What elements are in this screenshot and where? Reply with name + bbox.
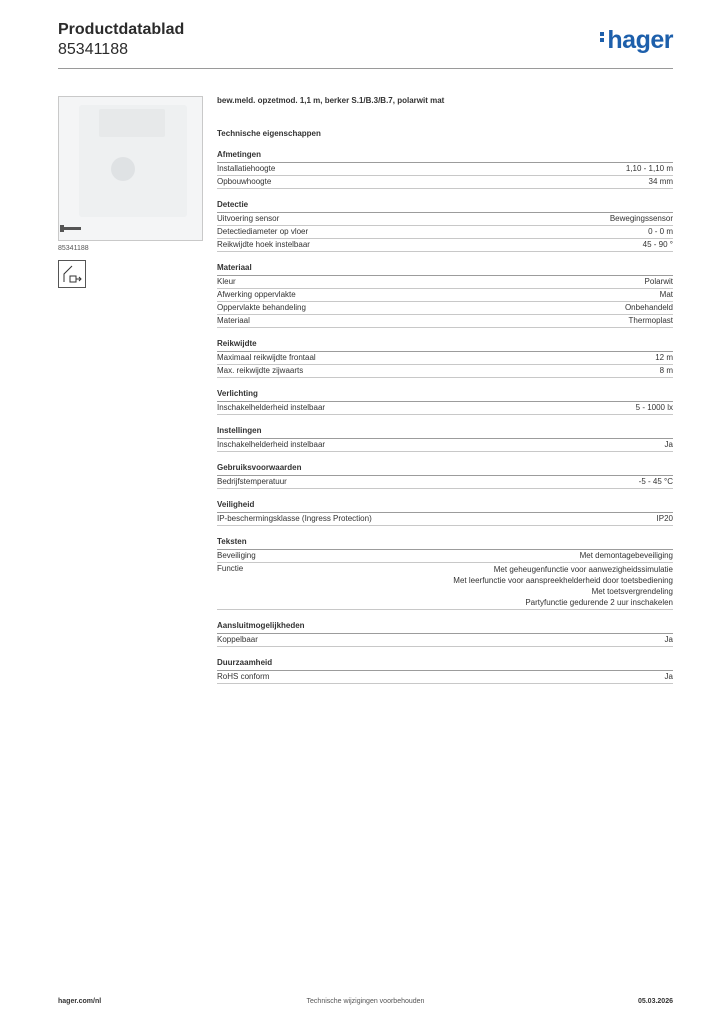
spec-value: 45 - 90 ° (642, 240, 673, 249)
spec-label: Materiaal (217, 316, 250, 325)
spec-label: Uitvoering sensor (217, 214, 280, 223)
spec-sections (217, 150, 673, 684)
spec-row (217, 550, 673, 563)
spec-row (217, 671, 673, 684)
spec-value: 12 m (655, 353, 673, 362)
spec-label: Beveiliging (217, 551, 256, 560)
spec-value: Mat (659, 290, 673, 299)
spec-label: IP-beschermingsklasse (Ingress Protection) (217, 514, 372, 523)
hager-logo (600, 26, 673, 55)
spec-section (217, 150, 673, 189)
spec-label: Oppervlakte behandeling (217, 303, 306, 312)
spec-label: Koppelbaar (217, 635, 258, 644)
product-number: 85341188 (58, 41, 128, 58)
spec-row (217, 352, 673, 365)
product-image (58, 96, 203, 241)
spec-row (217, 213, 673, 226)
product-image-column (58, 96, 203, 288)
spec-label: Max. reikwijdte zijwaarts (217, 366, 304, 375)
spec-section (217, 621, 673, 647)
spec-section (217, 200, 673, 252)
spec-row (217, 634, 673, 647)
section-title: Duurzaamheid (217, 658, 673, 671)
spec-row (217, 315, 673, 328)
spec-label: Afwerking oppervlakte (217, 290, 296, 299)
image-caption: 85341188 (58, 245, 89, 252)
section-title: Veiligheid (217, 500, 673, 513)
spec-label: Reikwijdte hoek instelbaar (217, 240, 310, 249)
spec-section (217, 500, 673, 526)
header-divider (58, 68, 673, 69)
technical-properties-heading: Technische eigenschappen (217, 129, 321, 138)
footer-date: 05.03.2026 (637, 998, 673, 1005)
spec-row (217, 439, 673, 452)
page-header (58, 20, 673, 70)
spec-row (217, 176, 673, 189)
spec-row (217, 402, 673, 415)
motion-detector-symbol-icon (58, 260, 86, 288)
product-description: bew.meld. opzetmod. 1,1 m, berker S.1/B.3/B.7, polarwit mat (217, 96, 445, 105)
spec-value: 34 mm (648, 177, 673, 186)
spec-section (217, 463, 673, 489)
spec-label: Functie (217, 564, 244, 573)
spec-row (217, 513, 673, 526)
spec-row (217, 226, 673, 239)
section-title: Afmetingen (217, 150, 673, 163)
section-title: Verlichting (217, 389, 673, 402)
section-title: Reikwijdte (217, 339, 673, 352)
section-title: Detectie (217, 200, 673, 213)
spec-row (217, 476, 673, 489)
logo-dots-icon (600, 30, 605, 44)
spec-label: Maximaal reikwijdte frontaal (217, 353, 316, 362)
product-lens (99, 109, 165, 137)
spec-row (217, 163, 673, 176)
spec-label: Detectiediameter op vloer (217, 227, 309, 236)
spec-row (217, 276, 673, 289)
spec-section (217, 389, 673, 415)
spec-value: 8 m (659, 366, 673, 375)
spec-value: Ja (664, 672, 673, 681)
spec-value: 1,10 - 1,10 m (625, 164, 673, 173)
spec-value: Thermoplast (628, 316, 673, 325)
spec-row (217, 239, 673, 252)
section-title: Aansluitmogelijkheden (217, 621, 673, 634)
spec-value: -5 - 45 °C (638, 477, 673, 486)
document-title: Productdatablad (58, 21, 185, 38)
spec-value: Met demontagebeveiliging (579, 551, 673, 560)
spec-row (217, 365, 673, 378)
logo-text: hager (607, 26, 673, 54)
spec-row (217, 289, 673, 302)
spec-row (217, 563, 673, 610)
spec-section (217, 263, 673, 328)
product-details (217, 96, 673, 684)
section-title: Teksten (217, 537, 673, 550)
section-title: Instellingen (217, 426, 673, 439)
spec-label: Bedrijfstemperatuur (217, 477, 287, 486)
spec-label: RoHS conform (217, 672, 270, 681)
footer-website-link[interactable]: hager.com/nl (58, 998, 102, 1005)
spec-section (217, 339, 673, 378)
spec-value: Polarwit (644, 277, 673, 286)
spec-value: Bewegingssensor (609, 214, 673, 223)
spec-value: 0 - 0 m (648, 227, 673, 236)
section-title: Gebruiksvoorwaarden (217, 463, 673, 476)
footer-disclaimer: Technische wijzigingen voorbehouden (306, 998, 425, 1005)
product-sensor (111, 157, 135, 181)
spec-value: Met geheugenfunctie voor aanwezigheidssimulatie Met leerfunctie voor aanspreekhelderheid door toetsbediening Met toetsvergrendeling Partyfunctie gedurende 2 uur inschakelen (453, 565, 673, 607)
spec-section (217, 658, 673, 684)
spec-row (217, 302, 673, 315)
spec-value: Onbehandeld (624, 303, 673, 312)
spec-section (217, 426, 673, 452)
scale-bar-icon (63, 227, 81, 230)
spec-value: IP20 (656, 514, 673, 523)
spec-section (217, 537, 673, 610)
spec-value: Ja (664, 635, 673, 644)
spec-label: Kleur (217, 277, 236, 286)
spec-label: Inschakelhelderheid instelbaar (217, 440, 326, 449)
spec-label: Installatiehoogte (217, 164, 276, 173)
section-title: Materiaal (217, 263, 673, 276)
spec-label: Opbouwhoogte (217, 177, 272, 186)
spec-value: 5 - 1000 lx (635, 403, 673, 412)
spec-value: Ja (664, 440, 673, 449)
spec-label: Inschakelhelderheid instelbaar (217, 403, 326, 412)
